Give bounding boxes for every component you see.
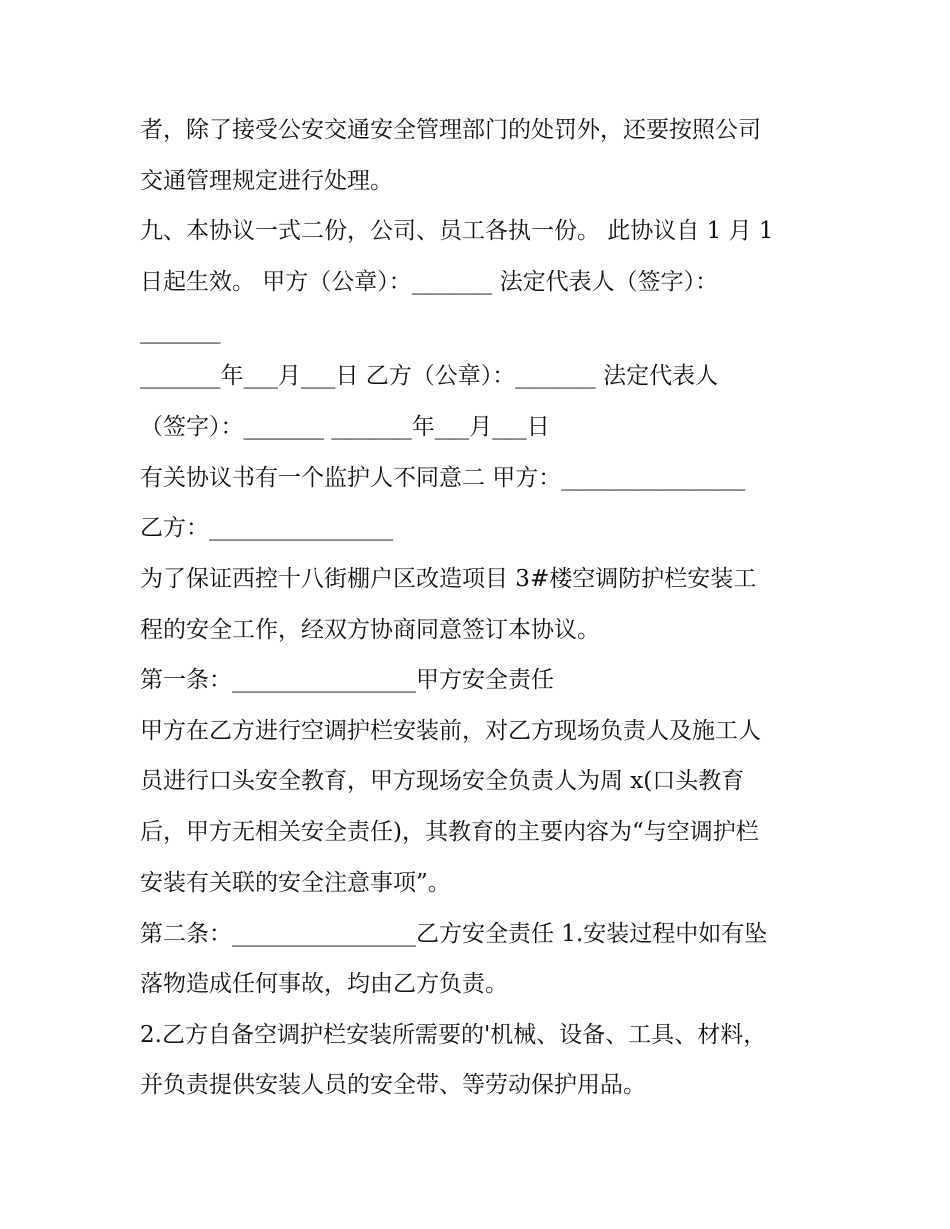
text-line: 日起生效。 甲方（公章）：_______ 法定代表人（签字）： [140,269,719,295]
text-line: 员进行口头安全教育，甲方现场安全负责人为周 x(口头教育 [140,768,745,794]
text-line: 第二条：________________乙方安全责任 1.安装过程中如有坠 [140,921,768,947]
text-line: （签字）：_______ _______年___月___日 [140,414,550,440]
text-line: 有关协议书有一个监护人不同意二 甲方：________________ [140,465,746,491]
text-line: _______年___月___日 乙方（公章）：_______ 法定代表人 [140,363,719,389]
text-line: 后，甲方无相关安全责任)，其教育的主要内容为“与空调护栏 [140,819,759,845]
text-line: 2.乙方自备空调护栏安装所需要的'机械、设备、工具、材料， [140,1022,767,1048]
text-line: 者，除了接受公安交通安全管理部门的处罚外，还要按照公司 [140,117,761,143]
text-line: _______ [140,318,221,344]
text-line: 程的安全工作，经双方协商同意签订本协议。 [140,617,600,643]
text-line: 甲方在乙方进行空调护栏安装前，对乙方现场负责人及施工人 [140,718,761,744]
text-line: 九、本协议一式二份，公司、员工各执一份。 此协议自 1 月 1 [140,218,774,244]
text-line: 第一条：________________甲方安全责任 [140,667,554,693]
text-line: 安装有关联的安全注意事项”。 [140,870,451,896]
text-line: 并负责提供安装人员的安全带、等劳动保护用品。 [140,1072,646,1098]
text-line: 为了保证西控十八街棚户区改造项目 3#楼空调防护栏安装工 [140,566,757,592]
text-line: 落物造成任何事故，均由乙方负责。 [140,971,508,997]
text-line: 交通管理规定进行处理。 [140,168,393,194]
text-line: 乙方：________________ [140,515,393,541]
